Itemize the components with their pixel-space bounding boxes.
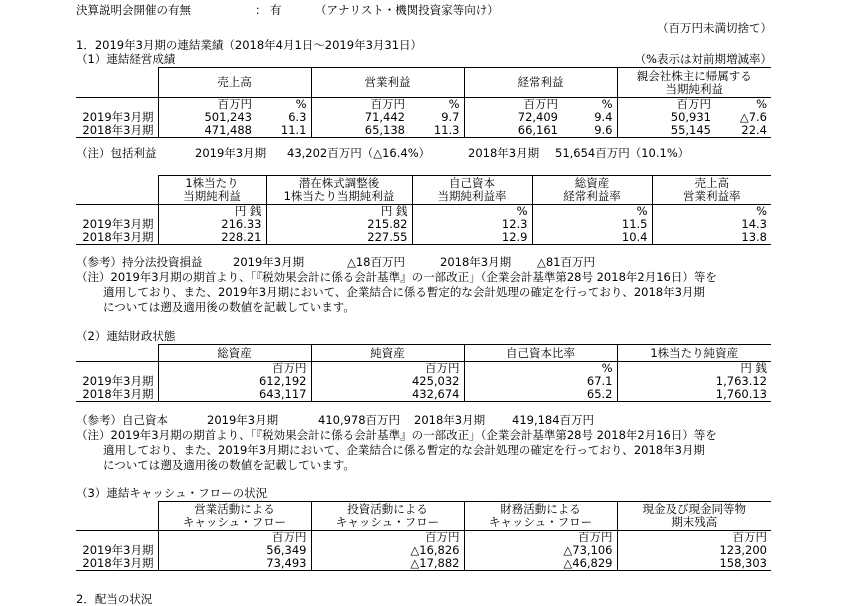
operating-results-table: [76, 67, 771, 138]
cell: 11.1: [256, 124, 311, 138]
header-financing-cf: 財務活動による キャッシュ・フロー: [464, 502, 617, 531]
briefing-note: （アナリスト・機関投資家等向け）: [315, 3, 499, 17]
cell: 12.3: [412, 218, 532, 231]
unit-cell: %: [412, 205, 532, 219]
cell: 432,674: [311, 388, 464, 402]
cell: 12.9: [412, 231, 532, 245]
row-label: 2018年3月期: [76, 388, 158, 402]
comprehensive-value2: 51,654百万円（10.1%）: [555, 146, 690, 160]
cell: 123,200: [617, 544, 771, 557]
cell: 11.3: [409, 124, 464, 138]
cell: 216.33: [158, 218, 266, 231]
cell: △16,826: [311, 544, 464, 557]
unit-cell: 百万円: [158, 362, 311, 376]
cell: 22.4: [715, 124, 771, 138]
note1-line: 適用しており、また、2019年3月期において、企業結合に係る暫定的な会計処理の確定を行っており、2018年3月期: [103, 285, 705, 299]
cell: 50,931: [617, 111, 715, 124]
row-label: 2019年3月期: [82, 374, 154, 388]
cell: 56,349: [158, 544, 311, 557]
header-operating-cf: 営業活動による キャッシュ・フロー: [158, 502, 311, 531]
unit-cell: 円 銭: [158, 205, 266, 219]
table-row: [76, 557, 771, 571]
header-roe: 自己資本 当期純利益率: [412, 176, 532, 205]
cell: △73,106: [464, 544, 617, 557]
cell: 1,763.12: [617, 375, 771, 388]
equity-method-value1: △18百万円: [347, 255, 405, 269]
unit-cell: 百万円: [617, 98, 715, 112]
cell: 65.2: [464, 388, 617, 402]
comprehensive-label: （注）包括利益: [76, 146, 157, 160]
cash-flow-table: [76, 501, 771, 571]
sub3-title: （3）連結キャッシュ・フローの状況: [76, 486, 268, 500]
unit-cell: %: [448, 97, 460, 111]
cell: 471,488: [158, 124, 256, 138]
unit-cell: 百万円: [311, 531, 464, 545]
row-label: 2019年3月期: [82, 543, 154, 557]
header-net-income: 親会社株主に帰属する 当期純利益: [617, 68, 771, 98]
cell: 227.55: [266, 231, 412, 245]
cell: 11.5: [532, 218, 652, 231]
header-cash-balance: 現金及び現金同等物 期末残高: [617, 502, 771, 531]
per-share-table: [76, 175, 771, 245]
note2-line: （注）2019年3月期の期首より、「『税効果会計に係る会計基準』の一部改正」（企業会計基準第28号 2018年2月16日）等を: [76, 428, 717, 442]
pct-note: （%表示は対前期増減率）: [634, 52, 772, 66]
note1-line: については遡及適用後の数値を記載しています。: [103, 300, 355, 314]
equity-value1: 410,978百万円: [318, 413, 401, 427]
header-roa: 総資産 経常利益率: [532, 176, 652, 205]
cell: 215.82: [266, 218, 412, 231]
header-operating-income: 営業利益: [311, 68, 464, 98]
comprehensive-period2: 2018年3月期: [468, 146, 540, 160]
header-diluted-eps: 潜在株式調整後 1株当たり当期純利益: [266, 176, 412, 205]
cell: △46,829: [464, 557, 617, 571]
header-net-assets: 純資産: [311, 345, 464, 362]
row-label: 2019年3月期: [82, 110, 154, 124]
equity-period2: 2018年3月期: [414, 413, 486, 427]
cell: 71,442: [311, 111, 409, 124]
cell: △7.6: [739, 110, 767, 124]
unit-cell: 百万円: [311, 98, 409, 112]
table-row: [76, 218, 771, 231]
cell: 13.8: [652, 231, 771, 245]
unit-cell: %: [756, 97, 767, 111]
comprehensive-period1: 2019年3月期: [195, 146, 267, 160]
row-label: 2018年3月期: [76, 231, 158, 245]
unit-cell: %: [464, 362, 617, 376]
cell: 6.3: [288, 110, 307, 124]
row-label: 2018年3月期: [76, 124, 158, 138]
cell: 65,138: [311, 124, 409, 138]
unit-cell: 円 銭: [617, 362, 771, 376]
section2-title: 2．配当の状況: [76, 592, 153, 606]
unit-cell: 百万円: [158, 98, 256, 112]
equity-method-period2: 2018年3月期: [440, 255, 512, 269]
cell: 9.6: [562, 124, 617, 138]
cell: 67.1: [464, 375, 617, 388]
header-operating-margin: 売上高 営業利益率: [652, 176, 771, 205]
cell: 14.3: [652, 218, 771, 231]
unit-cell: %: [601, 97, 613, 111]
note2-line: については遡及適用後の数値を記載しています。: [103, 458, 355, 472]
row-label: 2018年3月期: [76, 557, 158, 571]
unit-cell: 円 銭: [266, 205, 412, 219]
row-label: 2019年3月期: [82, 217, 154, 231]
sub2-title: （2）連結財政状態: [76, 329, 176, 343]
cell: 425,032: [311, 375, 464, 388]
table-row: [76, 111, 771, 124]
header-ordinary-income: 経常利益: [464, 68, 617, 98]
rounding-note: （百万円未満切捨て）: [657, 21, 772, 35]
header-bps: 1株当たり純資産: [617, 345, 771, 362]
table-row: [76, 124, 771, 138]
cell: 66,161: [464, 124, 562, 138]
equity-method-label: （参考）持分法投資損益: [76, 255, 203, 269]
cell: 9.4: [594, 110, 613, 124]
cell: 228.21: [158, 231, 266, 245]
cell: 158,303: [617, 557, 771, 571]
unit-cell: 百万円: [311, 362, 464, 376]
cell: △17,882: [311, 557, 464, 571]
cell: 55,145: [617, 124, 715, 138]
briefing-colon: ：: [255, 3, 267, 17]
cell: 73,493: [158, 557, 311, 571]
unit-cell: 百万円: [617, 531, 771, 545]
header-sales: 売上高: [158, 68, 311, 98]
header-equity-ratio: 自己資本比率: [464, 345, 617, 362]
cell: 612,192: [158, 375, 311, 388]
cell: 72,409: [464, 111, 562, 124]
unit-cell: 百万円: [464, 98, 562, 112]
comprehensive-value1: 43,202百万円（△16.4%）: [287, 146, 431, 160]
unit-cell: 百万円: [464, 531, 617, 545]
unit-cell: 百万円: [158, 531, 311, 545]
cell: 643,117: [158, 388, 311, 402]
briefing-value: 有: [270, 3, 282, 17]
section1-title: 1．2019年3月期の連結業績（2018年4月1日～2019年3月31日）: [76, 38, 423, 52]
equity-label: （参考）自己資本: [76, 413, 168, 427]
equity-value2: 419,184百万円: [512, 413, 595, 427]
equity-method-value2: △81百万円: [537, 255, 595, 269]
header-eps: 1株当たり 当期純利益: [158, 176, 266, 205]
note1-line: （注）2019年3月期の期首より、「『税効果会計に係る会計基準』の一部改正」（企業会計基準第28号 2018年2月16日）等を: [76, 270, 717, 284]
sub1-title: （1）連結経営成績: [76, 52, 176, 66]
unit-cell: %: [295, 97, 307, 111]
equity-period1: 2019年3月期: [207, 413, 279, 427]
table-row: [76, 388, 771, 402]
unit-cell: %: [652, 205, 771, 219]
unit-cell: %: [532, 205, 652, 219]
header-total-assets: 総資産: [158, 345, 311, 362]
cell: 1,760.13: [617, 388, 771, 402]
equity-method-period1: 2019年3月期: [233, 255, 305, 269]
header-investing-cf: 投資活動による キャッシュ・フロー: [311, 502, 464, 531]
financial-position-table: [76, 344, 771, 402]
note2-line: 適用しており、また、2019年3月期において、企業結合に係る暫定的な会計処理の確定を行っており、2018年3月期: [103, 443, 705, 457]
cell: 10.4: [532, 231, 652, 245]
briefing-label: 決算説明会開催の有無: [76, 3, 191, 17]
cell: 501,243: [158, 111, 256, 124]
cell: 9.7: [441, 110, 460, 124]
table-row: [76, 231, 771, 245]
